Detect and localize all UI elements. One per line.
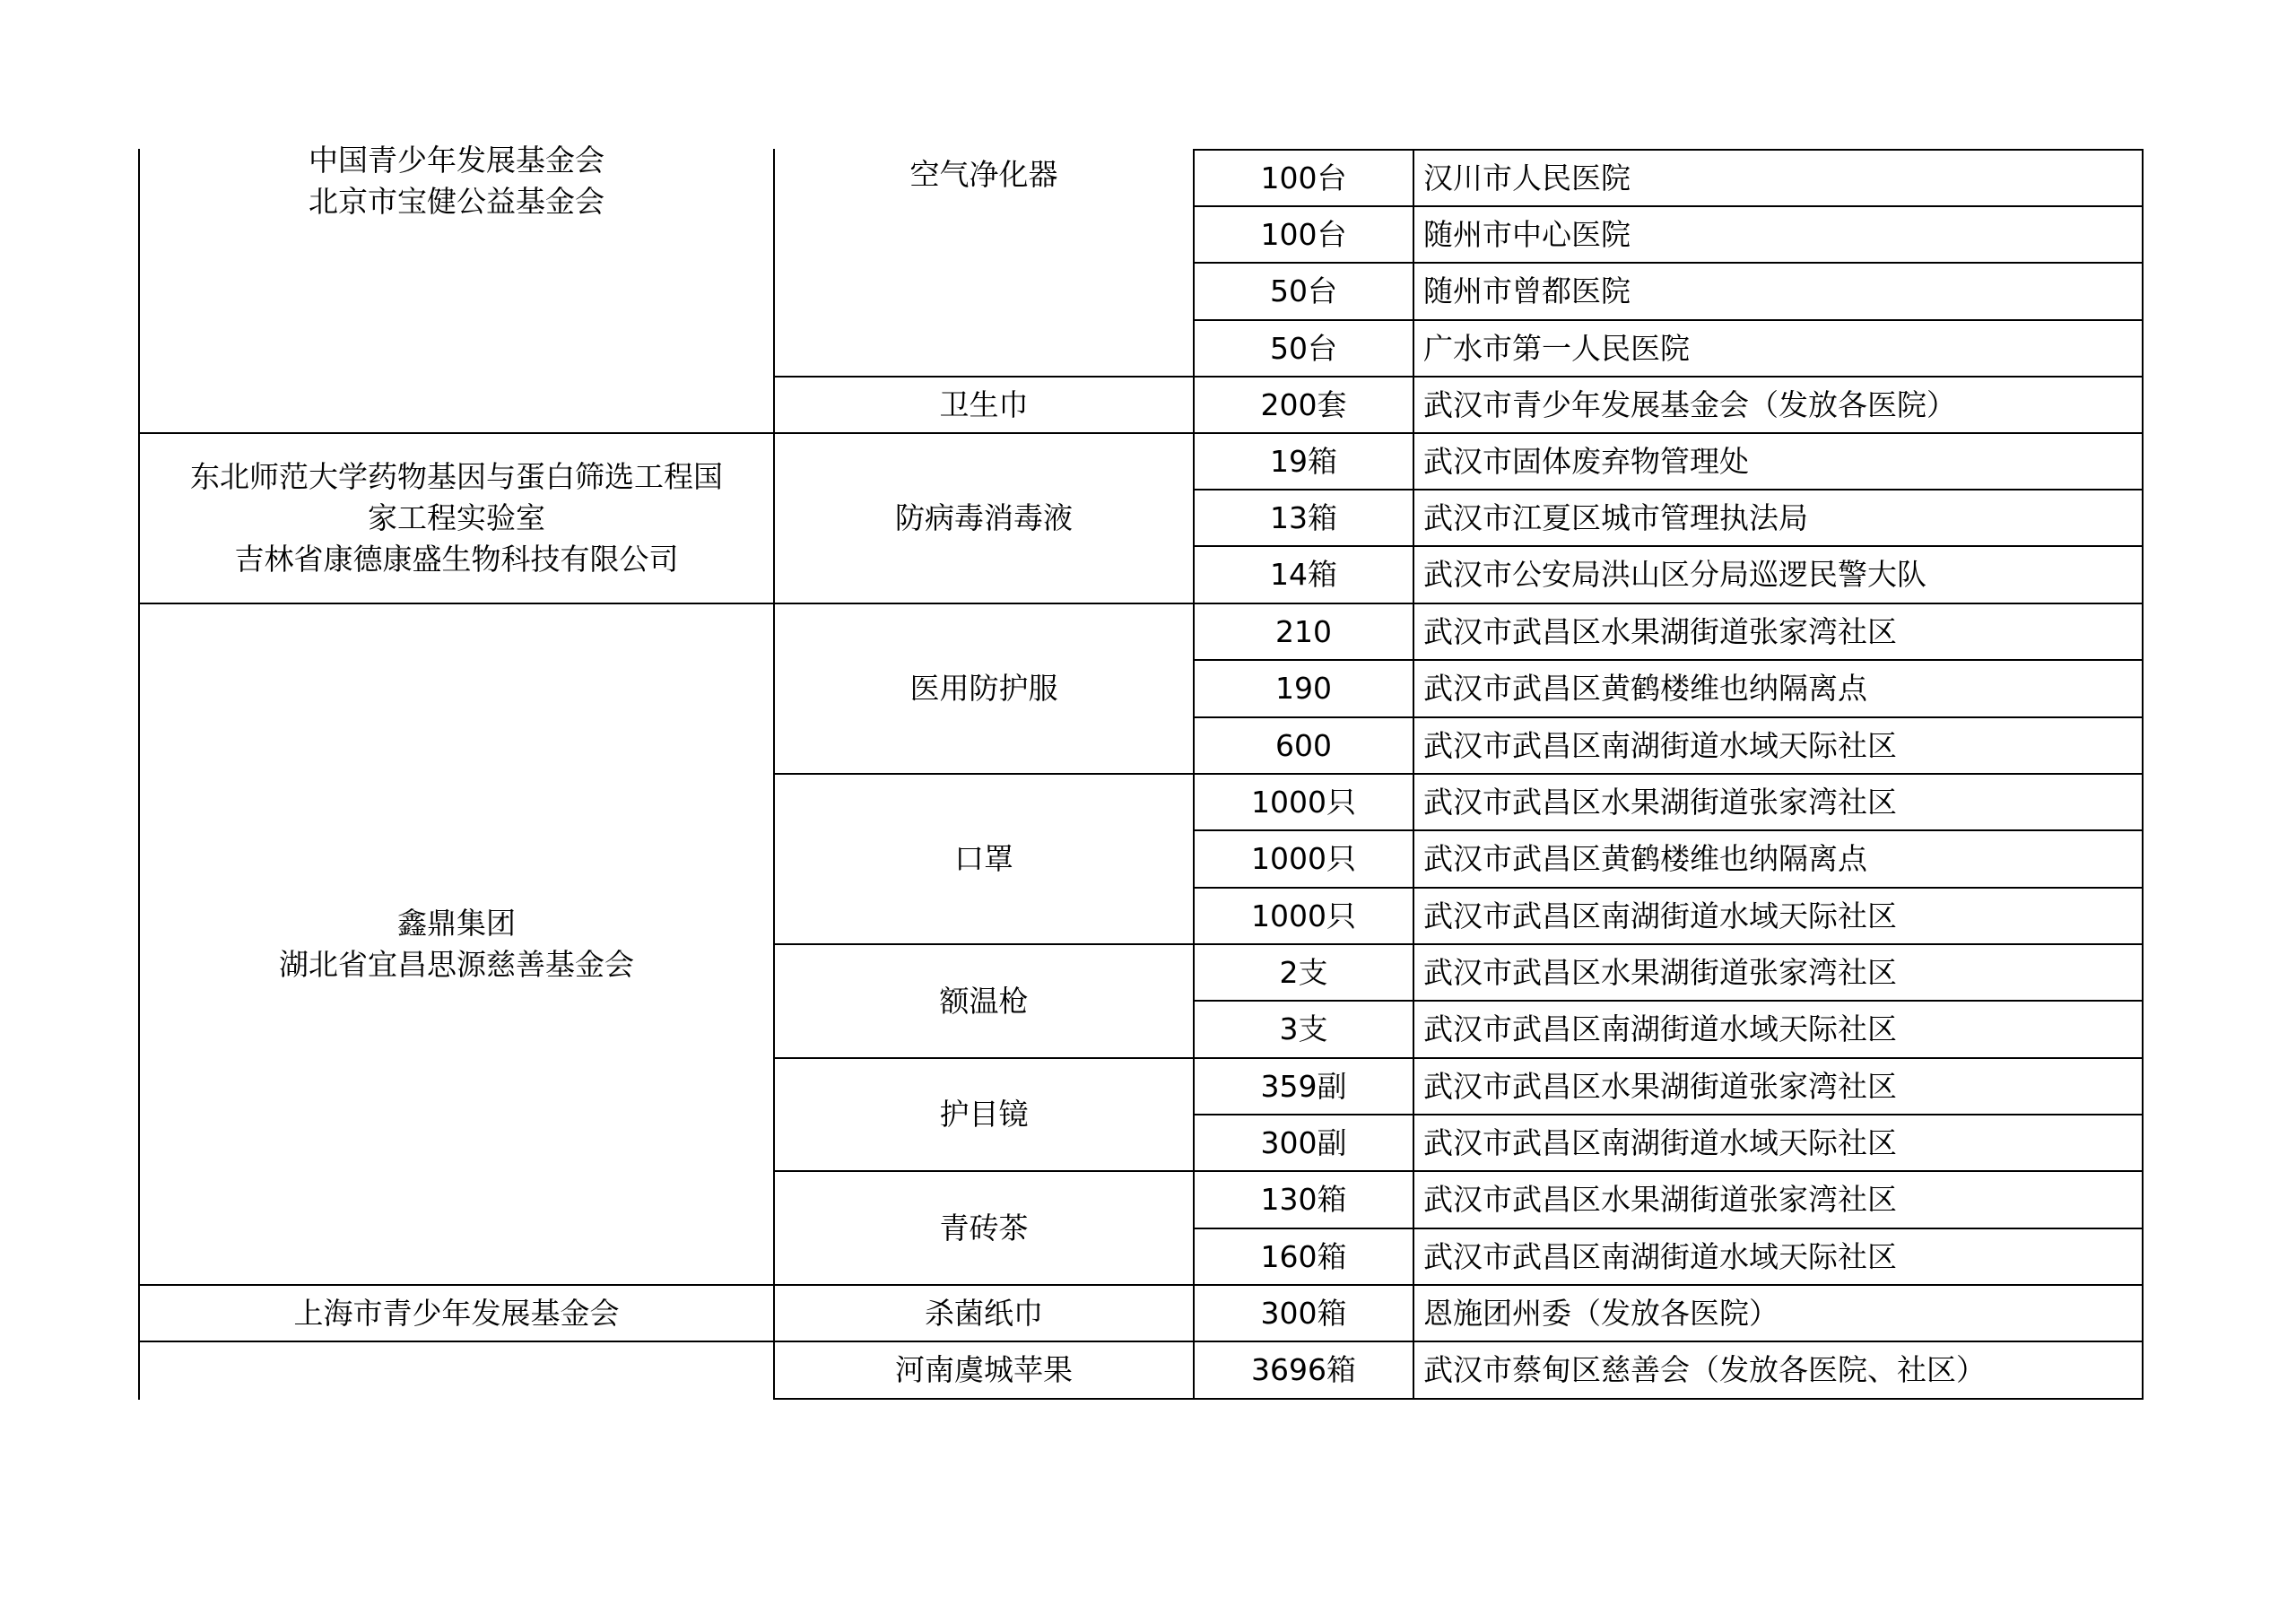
recipient-cell: 武汉市江夏区城市管理执法局 [1423, 499, 1808, 535]
quantity-cell: 1000只 [1251, 898, 1356, 933]
recipient-cell: 武汉市蔡甸区慈善会（发放各医院、社区） [1423, 1352, 1986, 1387]
quantity-cell: 200套 [1260, 386, 1347, 422]
recipient-cell: 武汉市武昌区水果湖街道张家湾社区 [1423, 1068, 1897, 1104]
recipient-cell: 武汉市武昌区黄鹤楼维也纳隔离点 [1423, 671, 1867, 706]
recipient-cell: 汉川市人民医院 [1423, 160, 1631, 195]
donor-name: 上海市青少年发展基金会 [293, 1295, 620, 1331]
grid-line [773, 1398, 2144, 1400]
donor-name: 鑫鼎集团 [397, 906, 516, 941]
item-cell: 空气净化器 [909, 157, 1058, 192]
recipient-cell: 武汉市武昌区南湖街道水域天际社区 [1423, 727, 1897, 763]
recipient-cell: 恩施团州委（发放各医院） [1423, 1295, 1779, 1331]
donor-name: 吉林省康德康盛生物科技有限公司 [234, 542, 679, 577]
quantity-cell: 3696箱 [1251, 1352, 1356, 1387]
recipient-cell: 武汉市武昌区黄鹤楼维也纳隔离点 [1423, 841, 1867, 876]
recipient-cell: 武汉市武昌区水果湖街道张家湾社区 [1423, 954, 1897, 990]
recipient-cell: 随州市中心医院 [1423, 216, 1631, 252]
recipient-cell: 武汉市武昌区水果湖街道张家湾社区 [1423, 1182, 1897, 1217]
recipient-cell: 武汉市武昌区南湖街道水域天际社区 [1423, 898, 1897, 933]
grid-line [2142, 149, 2144, 1400]
item-cell: 杀菌纸巾 [925, 1295, 1043, 1331]
recipient-cell: 武汉市武昌区水果湖街道张家湾社区 [1423, 784, 1897, 820]
quantity-cell: 1000只 [1251, 841, 1356, 876]
donor-cell [140, 1286, 773, 1341]
item-cell: 青砖茶 [939, 1210, 1029, 1245]
quantity-cell: 3支 [1279, 1011, 1328, 1046]
recipient-cell: 广水市第一人民医院 [1423, 330, 1690, 366]
quantity-cell: 50台 [1270, 330, 1337, 366]
recipient-cell: 随州市曾都医院 [1423, 273, 1631, 308]
donor-cell [140, 434, 773, 603]
quantity-cell: 50台 [1270, 273, 1337, 308]
recipient-cell: 武汉市武昌区南湖街道水域天际社区 [1423, 1124, 1897, 1160]
donor-name: 中国青少年发展基金会 [309, 143, 604, 178]
donor-cell [140, 143, 773, 219]
quantity-cell: 190 [1275, 671, 1332, 706]
quantity-cell: 100台 [1260, 160, 1347, 195]
item-cell: 河南虞城苹果 [895, 1352, 1073, 1387]
quantity-cell: 130箱 [1260, 1182, 1347, 1217]
donor-name: 北京市宝健公益基金会 [309, 184, 604, 219]
quantity-cell: 100台 [1260, 216, 1347, 252]
quantity-cell: 1000只 [1251, 784, 1356, 820]
item-cell: 护目镜 [939, 1097, 1029, 1132]
item-cell: 口罩 [954, 841, 1013, 876]
quantity-cell: 19箱 [1270, 443, 1337, 479]
item-cell: 防病毒消毒液 [895, 500, 1073, 535]
item-cell: 医用防护服 [909, 671, 1058, 706]
quantity-cell: 160箱 [1260, 1238, 1347, 1274]
recipient-cell: 武汉市武昌区南湖街道水域天际社区 [1423, 1011, 1897, 1046]
donor-name: 湖北省宜昌思源慈善基金会 [279, 947, 634, 982]
recipient-cell: 武汉市公安局洪山区分局巡逻民警大队 [1423, 557, 1926, 592]
donor-cell [140, 604, 773, 1284]
quantity-cell: 2支 [1279, 954, 1328, 990]
quantity-cell: 600 [1275, 727, 1332, 763]
recipient-cell: 武汉市武昌区水果湖街道张家湾社区 [1423, 613, 1897, 649]
quantity-cell: 14箱 [1270, 557, 1337, 592]
recipient-cell: 武汉市青少年发展基金会（发放各医院） [1423, 386, 1956, 422]
donor-name: 东北师范大学药物基因与蛋白筛选工程国 [190, 459, 723, 494]
quantity-cell: 210 [1275, 613, 1332, 649]
recipient-cell: 武汉市固体废弃物管理处 [1423, 443, 1749, 479]
donor-name: 家工程实验室 [368, 500, 545, 535]
item-cell: 额温枪 [939, 983, 1029, 1019]
quantity-cell: 300箱 [1260, 1295, 1347, 1331]
recipient-cell: 武汉市武昌区南湖街道水域天际社区 [1423, 1238, 1897, 1274]
quantity-cell: 13箱 [1270, 499, 1337, 535]
quantity-cell: 359副 [1260, 1068, 1347, 1104]
item-cell: 卫生巾 [939, 386, 1029, 422]
quantity-cell: 300副 [1260, 1124, 1347, 1160]
